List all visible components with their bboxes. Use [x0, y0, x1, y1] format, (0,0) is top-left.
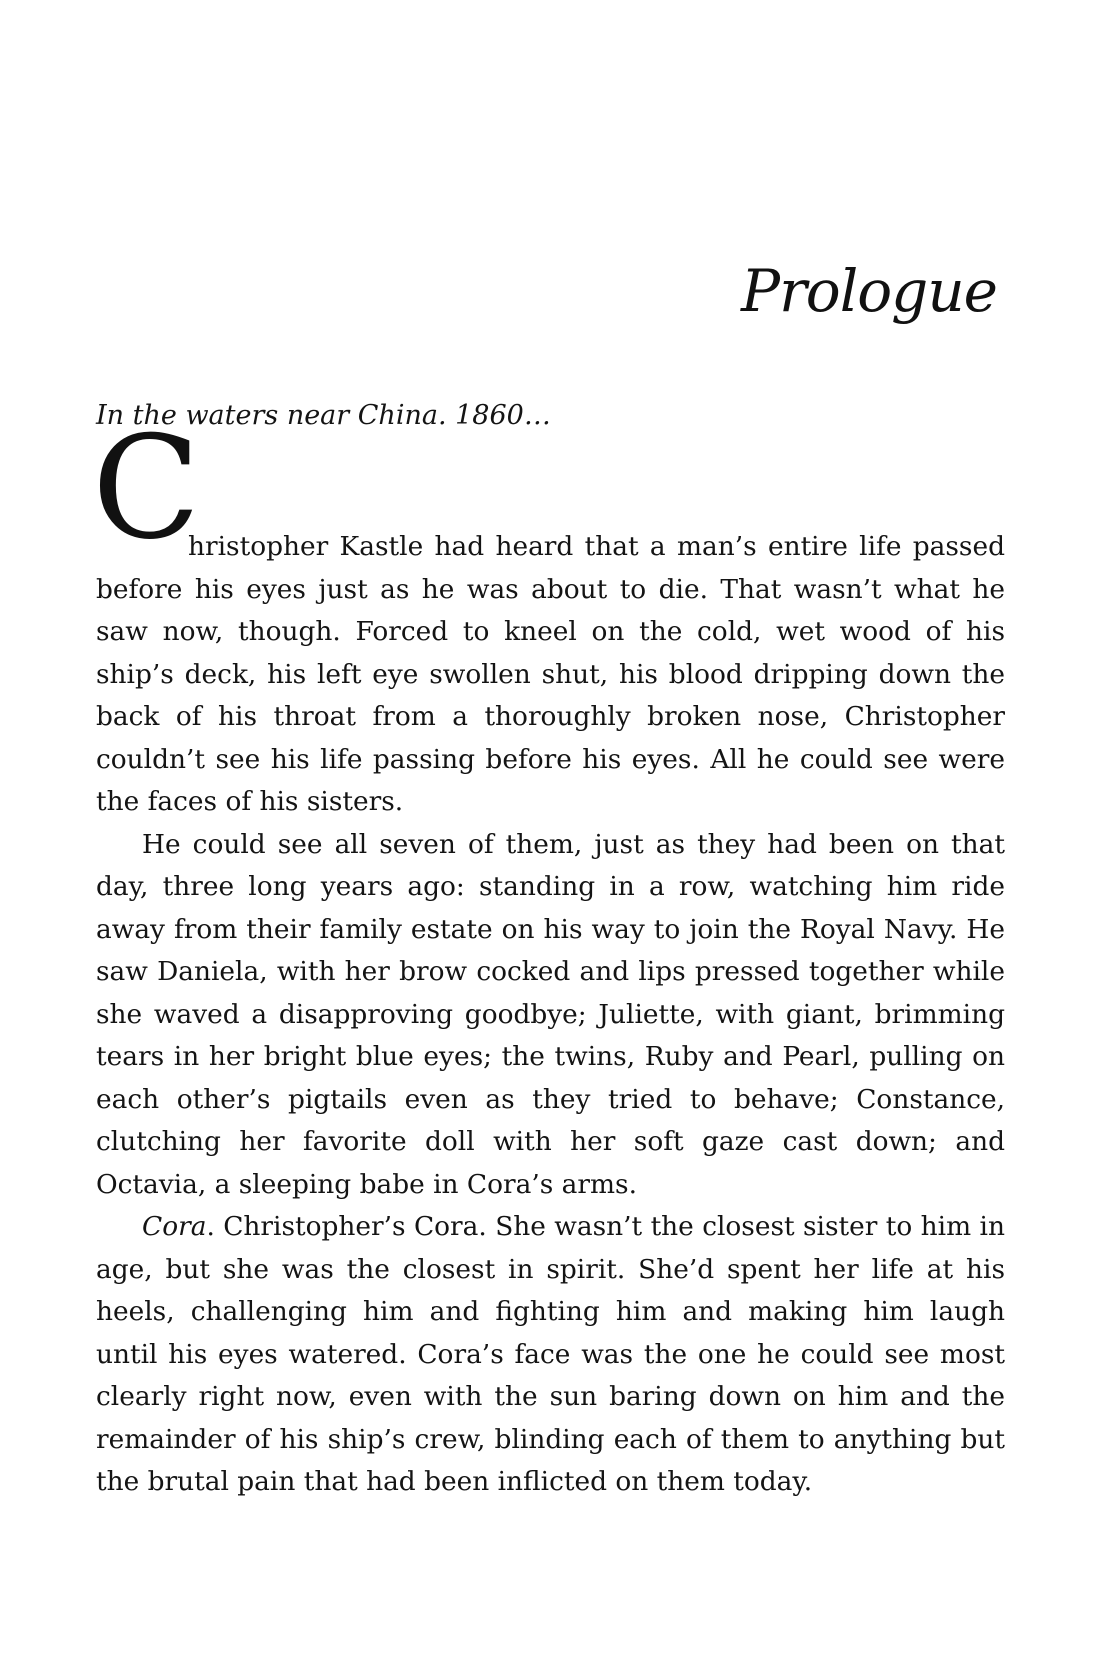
paragraph-3-emphasis: Cora [142, 1211, 207, 1242]
drop-cap: C [92, 406, 201, 571]
text-block [92, 396, 1005, 1504]
paragraph-2-text: He could see all seven of them, just as they had been on that day, three long years ago: standing in a row, watching him ride away from their family estate on his way to join the Royal Navy. He saw Daniela, with her brow cocked and lips pressed together while she waved a disapproving goodbye; Juliette, with giant, brimming tears in her bright blue eyes; the twins, Ruby and Pearl, pulling on each other’s pigtails even as they tried to behave; Constance, clutching her favorite doll with her soft gaze cast down; and Octavia, a sleeping babe in Cora’s arms. [96, 828, 1005, 1200]
paragraph-2 [96, 824, 1005, 1207]
epigraph: In the waters near China. 1860… [96, 400, 551, 431]
paragraph-3-text: . Christopher’s Cora. She wasn’t the closest sister to him in age, but she was the closest in spirit. She’d spent her life at his heels, challenging him and fighting him and making him laugh until his eyes watered. Cora’s face was the one he could see most clearly right now, even with the sun baring down on him and the remainder of his ship’s crew, blinding each of them to anything but the brutal pain that had been inflicted on them today. [96, 1211, 1005, 1497]
paragraph-1-lead: hristopher Kastle had heard that a man’s entire life passed [188, 531, 1005, 562]
paragraph-3 [96, 1206, 1005, 1504]
chapter-title: Prologue [741, 257, 997, 325]
paragraph-1-rest: before his eyes just as he was about to die. That wasn’t what he saw now, though. Forced to kneel on the cold, wet wood of his ship’s deck, his left eye swollen shut, his blood dripping down the back of his throat from a thoroughly broken nose, Christopher couldn’t see his life passing before his eyes. All he could see were the faces of his sisters. [96, 573, 1005, 817]
